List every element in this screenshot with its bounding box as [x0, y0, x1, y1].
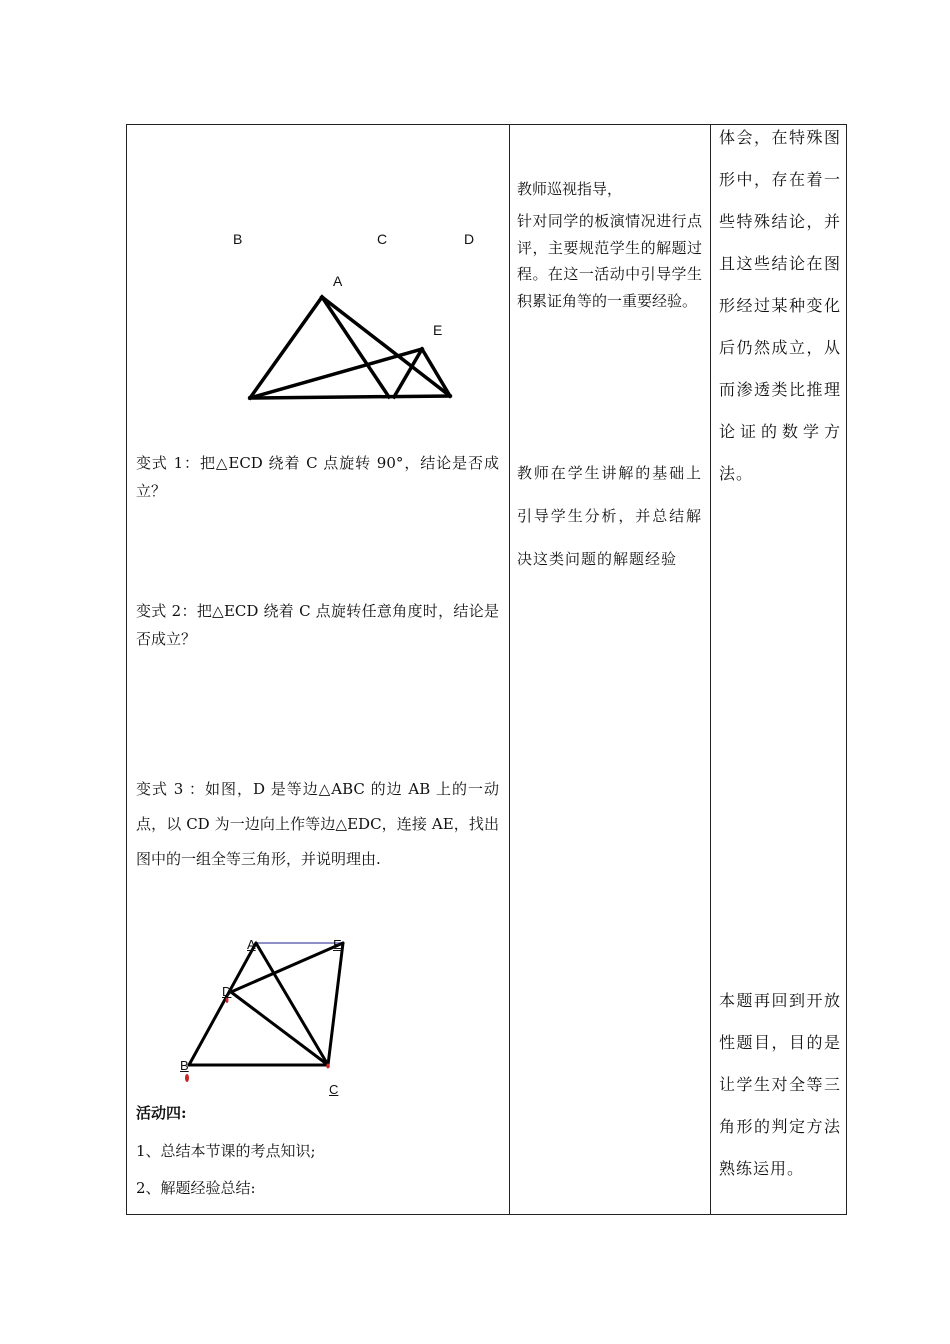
fig2-label-a: A: [247, 937, 256, 952]
design-intent-text-2: 本题再回到开放性题目，目的是让学生对全等三角形的判定方法熟练运用。: [719, 991, 841, 1178]
fig1-label-b: B: [233, 231, 243, 247]
variant-3-text: 变式 3 ：如图，D 是等边△ABC 的边 AB 上的一动点，以 CD 为一边向上作等边△EDC，连接 AE，找出图中的一组全等三角形，并说明理由.: [136, 780, 499, 868]
variant-1-text: 变式 1：把△ECD 绕着 C 点旋转 90°，结论是否成立？: [136, 454, 499, 500]
teacher-guidance-heading: 教师巡视指导，: [517, 180, 623, 198]
summary-item-1: 1、总结本节课的考点知识;: [136, 1142, 316, 1160]
variant-2-text: 变式 2：把△ECD 绕着 C 点旋转任意角度时，结论是否成立？: [136, 602, 499, 648]
fig1-label-a: A: [333, 273, 343, 289]
fig1-label-c: C: [377, 231, 388, 247]
fig1-label-e: E: [433, 322, 443, 338]
fig2-label-b: B: [180, 1058, 189, 1073]
design-intent-text-1: 体会，在特殊图形中，存在着一些特殊结论，并且这些结论在图形经过某种变化后仍然成立，从而渗透类比推理论证的数学方法。: [719, 128, 841, 483]
teacher-guidance-text: 针对同学的板演情况进行点评，主要规范学生的解题过程。在这一活动中引导学生积累证角等的一重要经验。: [517, 212, 702, 310]
fig2-label-e: E: [333, 937, 342, 952]
activity-four-title: 活动四:: [136, 1104, 187, 1122]
fig2-label-c: C: [329, 1082, 339, 1097]
summary-item-2: 2、解题经验总结:: [136, 1179, 256, 1197]
fig2-label-d: D: [222, 984, 232, 999]
fig1-label-d: D: [464, 231, 475, 247]
teacher-analysis-text: 教师在学生讲解的基础上引导学生分析，并总结解决这类问题的解题经验: [517, 464, 702, 568]
